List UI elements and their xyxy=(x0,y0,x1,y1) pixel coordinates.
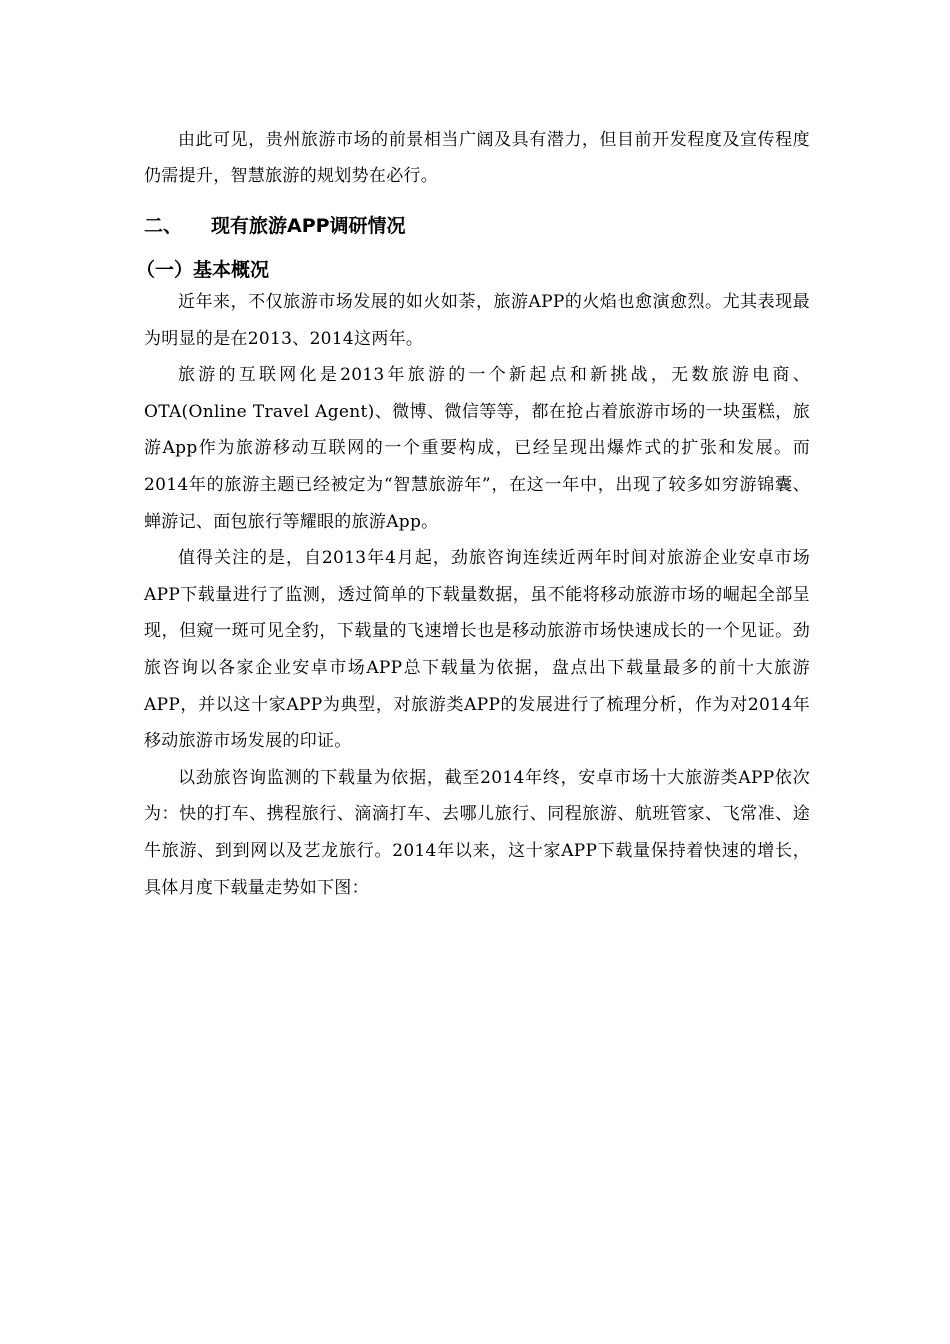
paragraph: 近年来，不仅旅游市场发展的如火如荼，旅游APP的火焰也愈演愈烈。尤其表现最为明显的是在2013、2014这两年。 xyxy=(144,292,810,349)
subsection-heading: （一）基本概况 xyxy=(136,259,270,281)
paragraph: 以劲旅咨询监测的下载量为依据，截至2014年终，安卓市场十大旅游类APP依次为：快的打车、携程旅行、滴滴打车、去哪儿旅行、同程旅游、航班管家、飞常准、途牛旅游、到到网以及艺龙旅行。2014年以来，这十家APP下载量保持着快速的增长，具体月度下载量走势如下图： xyxy=(144,767,810,898)
section-number: 二、 xyxy=(144,215,183,237)
paragraph: 旅游的互联网化是2013年旅游的一个新起点和新挑战，无数旅游电商、OTA(Online Travel Agent)、微博、微信等等，都在抢占着旅游市场的一块蛋糕，旅游App作为旅游移动互联网的一个重要构成，已经呈现出爆炸式的扩张和发展。而2014年的旅游主题已经被定为“智慧旅游年”，在这一年中，出现了较多如穷游锦囊、蝉游记、面包旅行等耀眼的旅游App。 xyxy=(144,365,810,532)
document-body xyxy=(136,122,810,906)
paragraph-intro: 由此可见，贵州旅游市场的前景相当广阔及具有潜力，但目前开发程度及宣传程度仍需提升，智慧旅游的规划势在必行。 xyxy=(144,130,810,186)
paragraph: 值得关注的是，自2013年4月起，劲旅咨询连续近两年时间对旅游企业安卓市场APP下载量进行了监测，透过简单的下载量数据，虽不能将移动旅游市场的崛起全部呈现，但窥一斑可见全豹，下载量的飞速增长也是移动旅游市场快速成长的一个见证。劲旅咨询以各家企业安卓市场APP总下载量为依据，盘点出下载量最多的前十大旅游APP，并以这十家APP为典型，对旅游类APP的发展进行了梳理分析，作为对2014年移动旅游市场发展的印证。 xyxy=(144,548,810,752)
section-title: 现有旅游APP调研情况 xyxy=(211,215,406,237)
section-heading xyxy=(144,210,810,242)
